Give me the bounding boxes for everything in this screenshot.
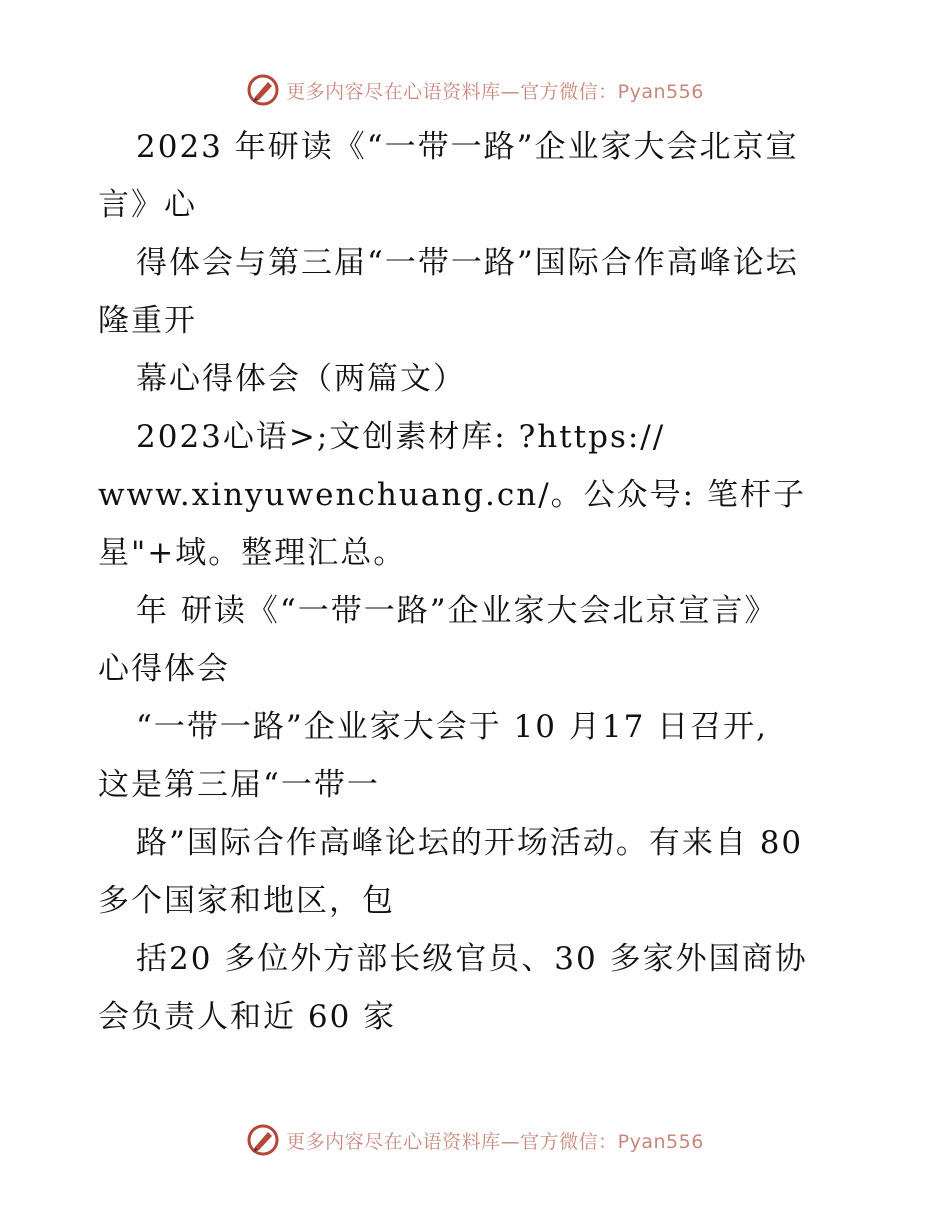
text-line-8: 星"+域。整理汇总。 — [98, 535, 407, 571]
text-line-4: 隆重开 — [98, 303, 197, 339]
text-line-15: 括20 多位外方部长级官员、30 多家外国商协 — [136, 941, 808, 977]
text-line-3: 得体会与第三届“一带一路”国际合作高峰论坛 — [136, 245, 799, 281]
text-line-7: www.xinyuwenchuang.cn/。公众号: 笔杆子 — [98, 477, 806, 513]
text-line-1: 2023 年研读《“一带一路”企业家大会北京宣 — [136, 129, 799, 165]
text-line-11: “一带一路”企业家大会于 10 月17 日召开, — [136, 709, 769, 745]
text-line-9: 年 研读《“一带一路”企业家大会北京宣言》 — [136, 593, 778, 629]
text-line-2: 言》心 — [98, 187, 197, 223]
header-banner-text: 更多内容尽在心语资料库—官方微信：Pyan556 — [286, 80, 704, 103]
footer-banner — [0, 1120, 950, 1160]
text-line-13: 路”国际合作高峰论坛的开场活动。有来自 80 — [136, 825, 804, 861]
text-line-12: 这是第三届“一带一 — [98, 767, 380, 803]
pen-logo-icon — [246, 73, 280, 107]
footer-banner-text: 更多内容尽在心语资料库—官方微信：Pyan556 — [286, 1130, 704, 1153]
document-body — [98, 118, 858, 1046]
text-line-16: 会负责人和近 60 家 — [98, 999, 397, 1035]
header-banner — [0, 70, 950, 110]
pen-logo-icon — [246, 1123, 280, 1157]
text-line-10: 心得体会 — [98, 651, 230, 687]
text-line-14: 多个国家和地区，包 — [98, 883, 395, 919]
text-line-5: 幕心得体会（两篇文） — [136, 361, 466, 397]
text-line-6: 2023心语>;文创素材库: ?https:// — [136, 419, 666, 455]
